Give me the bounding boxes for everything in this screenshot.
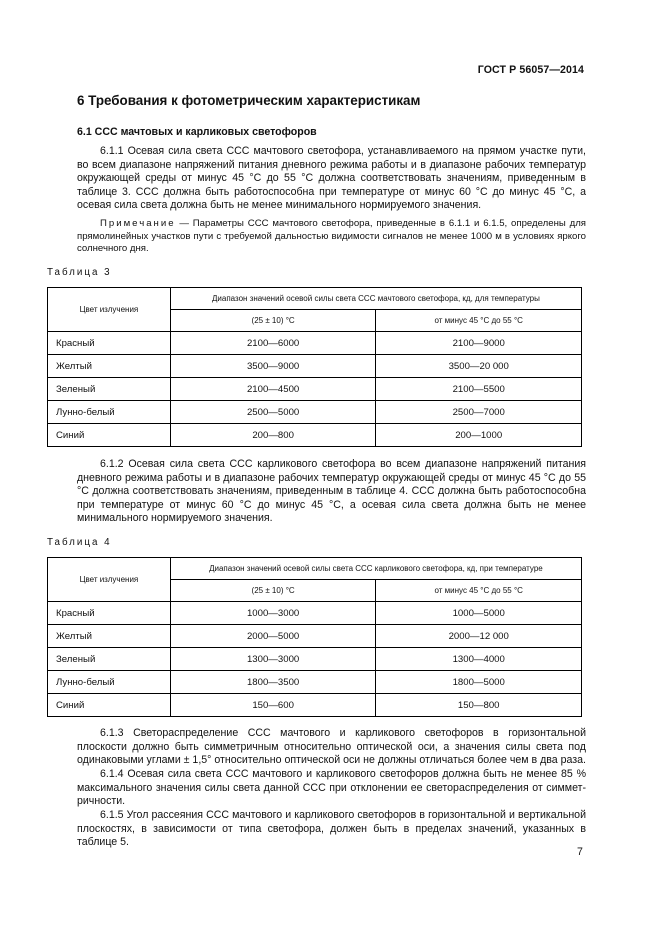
table-row <box>48 648 582 671</box>
table-row <box>48 424 582 447</box>
table-4-cell-color: Зеленый <box>48 648 171 671</box>
table-4-cell-a: 1000—3000 <box>170 602 376 625</box>
table-row <box>48 625 582 648</box>
table-3-cell-b: 2100—9000 <box>376 332 582 355</box>
table-3-cell-color: Зеленый <box>48 378 171 401</box>
table-4-cell-a: 2000—5000 <box>170 625 376 648</box>
table-row <box>48 378 582 401</box>
table-row <box>48 355 582 378</box>
table-4-header-b: от минус 45 °С до 55 °С <box>376 580 582 602</box>
table-3-cell-b: 3500—20 000 <box>376 355 582 378</box>
table-4 <box>47 557 582 717</box>
table-4-cell-b: 1000—5000 <box>376 602 582 625</box>
table-3-cell-b: 2500—7000 <box>376 401 582 424</box>
note-label: Примечание <box>100 218 176 229</box>
table-3-cell-a: 2500—5000 <box>170 401 376 424</box>
table-3-header-group: Диапазон значений осевой силы света ССС мачтового светофора, кд, для температуры <box>170 288 581 310</box>
table-3-cell-b: 200—1000 <box>376 424 582 447</box>
table-4-cell-b: 150—800 <box>376 694 582 717</box>
table-4-cell-color: Красный <box>48 602 171 625</box>
paragraph-6-1-4: 6.1.4 Осевая сила света ССС мачтового и карликового светофоров должна быть не менее 85 % максимального значения силы света данной ССС при отклонении ее светораспределения от симметричности. <box>77 768 586 808</box>
table-3-cell-color: Синий <box>48 424 171 447</box>
table-4-cell-b: 1300—4000 <box>376 648 582 671</box>
table-4-cell-color: Лунно-белый <box>48 671 171 694</box>
table-4-cell-a: 150—600 <box>170 694 376 717</box>
table-row <box>48 602 582 625</box>
note <box>77 218 586 256</box>
table-3-caption: Таблица 3 <box>47 267 112 278</box>
table-row <box>48 694 582 717</box>
table-3-header-b: от минус 45 °С до 55 °С <box>376 310 582 332</box>
table-4-cell-b: 1800—5000 <box>376 671 582 694</box>
table-3-cell-a: 200—800 <box>170 424 376 447</box>
table-3-cell-color: Красный <box>48 332 171 355</box>
table-3-cell-b: 2100—5500 <box>376 378 582 401</box>
table-4-cell-color: Желтый <box>48 625 171 648</box>
table-4-header-a: (25 ± 10) °С <box>170 580 376 602</box>
section-title: 6 Требования к фотометрическим характеристикам <box>77 93 421 108</box>
table-row <box>48 401 582 424</box>
table-4-caption: Таблица 4 <box>47 537 112 548</box>
paragraph-6-1-2: 6.1.2 Осевая сила света ССС карликового светофора во всем диапазоне напряжений питания дневного режима работы и в диапазоне рабочих температур окружающей среды от минус 45 °С до 55 °С должна соответствовать значениям, приведенным в таблице 4. ССС должна быть работоспособна при температуре от минус 60 °С до минус 45 °С, а осевая сила света должна быть не менее минимального нормируемого значения. <box>77 458 586 525</box>
table-4-cell-a: 1300—3000 <box>170 648 376 671</box>
table-4-header-color: Цвет излучения <box>48 558 171 602</box>
table-4-cell-a: 1800—3500 <box>170 671 376 694</box>
table-row <box>48 332 582 355</box>
table-3-cell-a: 2100—4500 <box>170 378 376 401</box>
table-3-header-color: Цвет излучения <box>48 288 171 332</box>
note-text: — Параметры ССС мачтового светофора, приведенные в 6.1.1 и 6.1.5, определены для прямолинейных участков пути с требуемой дальностью видимости сигналов не менее 1000 м в условиях яркого солнечного дня. <box>77 218 586 255</box>
paragraph-6-1-1: 6.1.1 Осевая сила света ССС мачтового светофора, устанавливаемого на прямом участке пути, во всем диапазоне напряжений питания дневного режима работы и в диапазоне рабочих температур окружающей среды от минус 45 °С до 55 °С должна соответствовать значениям, приведенным в таблице 3. ССС должна быть работоспособна при температуре от минус 60 °С до минус 45 °С, а осевая сила света должна быть не менее минимального нормируемого значения. <box>77 145 586 212</box>
standard-number: ГОСТ Р 56057—2014 <box>477 64 584 76</box>
table-row <box>48 671 582 694</box>
table-3-cell-a: 3500—9000 <box>170 355 376 378</box>
paragraph-6-1-5: 6.1.5 Угол рассеяния ССС мачтового и карликового светофоров в горизонтальной и вертикальной плоскостях, в зависимости от типа светофора, должен быть в пределах значений, указанных в таблице 5. <box>77 809 586 849</box>
table-4-cell-color: Синий <box>48 694 171 717</box>
page-number: 7 <box>577 846 583 858</box>
paragraph-6-1-3: 6.1.3 Светораспределение ССС мачтового и карликового светофоров в горизонтальной плоскости должно быть симметричным относительно оптической оси, а значения силы света под одинаковыми углами ± 1,5° относительно оптической оси не должны отличаться более чем в два раза. <box>77 727 586 767</box>
table-3-header-a: (25 ± 10) °С <box>170 310 376 332</box>
table-4-cell-b: 2000—12 000 <box>376 625 582 648</box>
table-4-header-group: Диапазон значений осевой силы света ССС карликового светофора, кд, при температуре <box>170 558 581 580</box>
table-3-cell-color: Лунно-белый <box>48 401 171 424</box>
table-3 <box>47 287 582 447</box>
table-3-cell-a: 2100—6000 <box>170 332 376 355</box>
table-3-cell-color: Желтый <box>48 355 171 378</box>
subsection-title: 6.1 ССС мачтовых и карликовых светофоров <box>77 126 317 138</box>
